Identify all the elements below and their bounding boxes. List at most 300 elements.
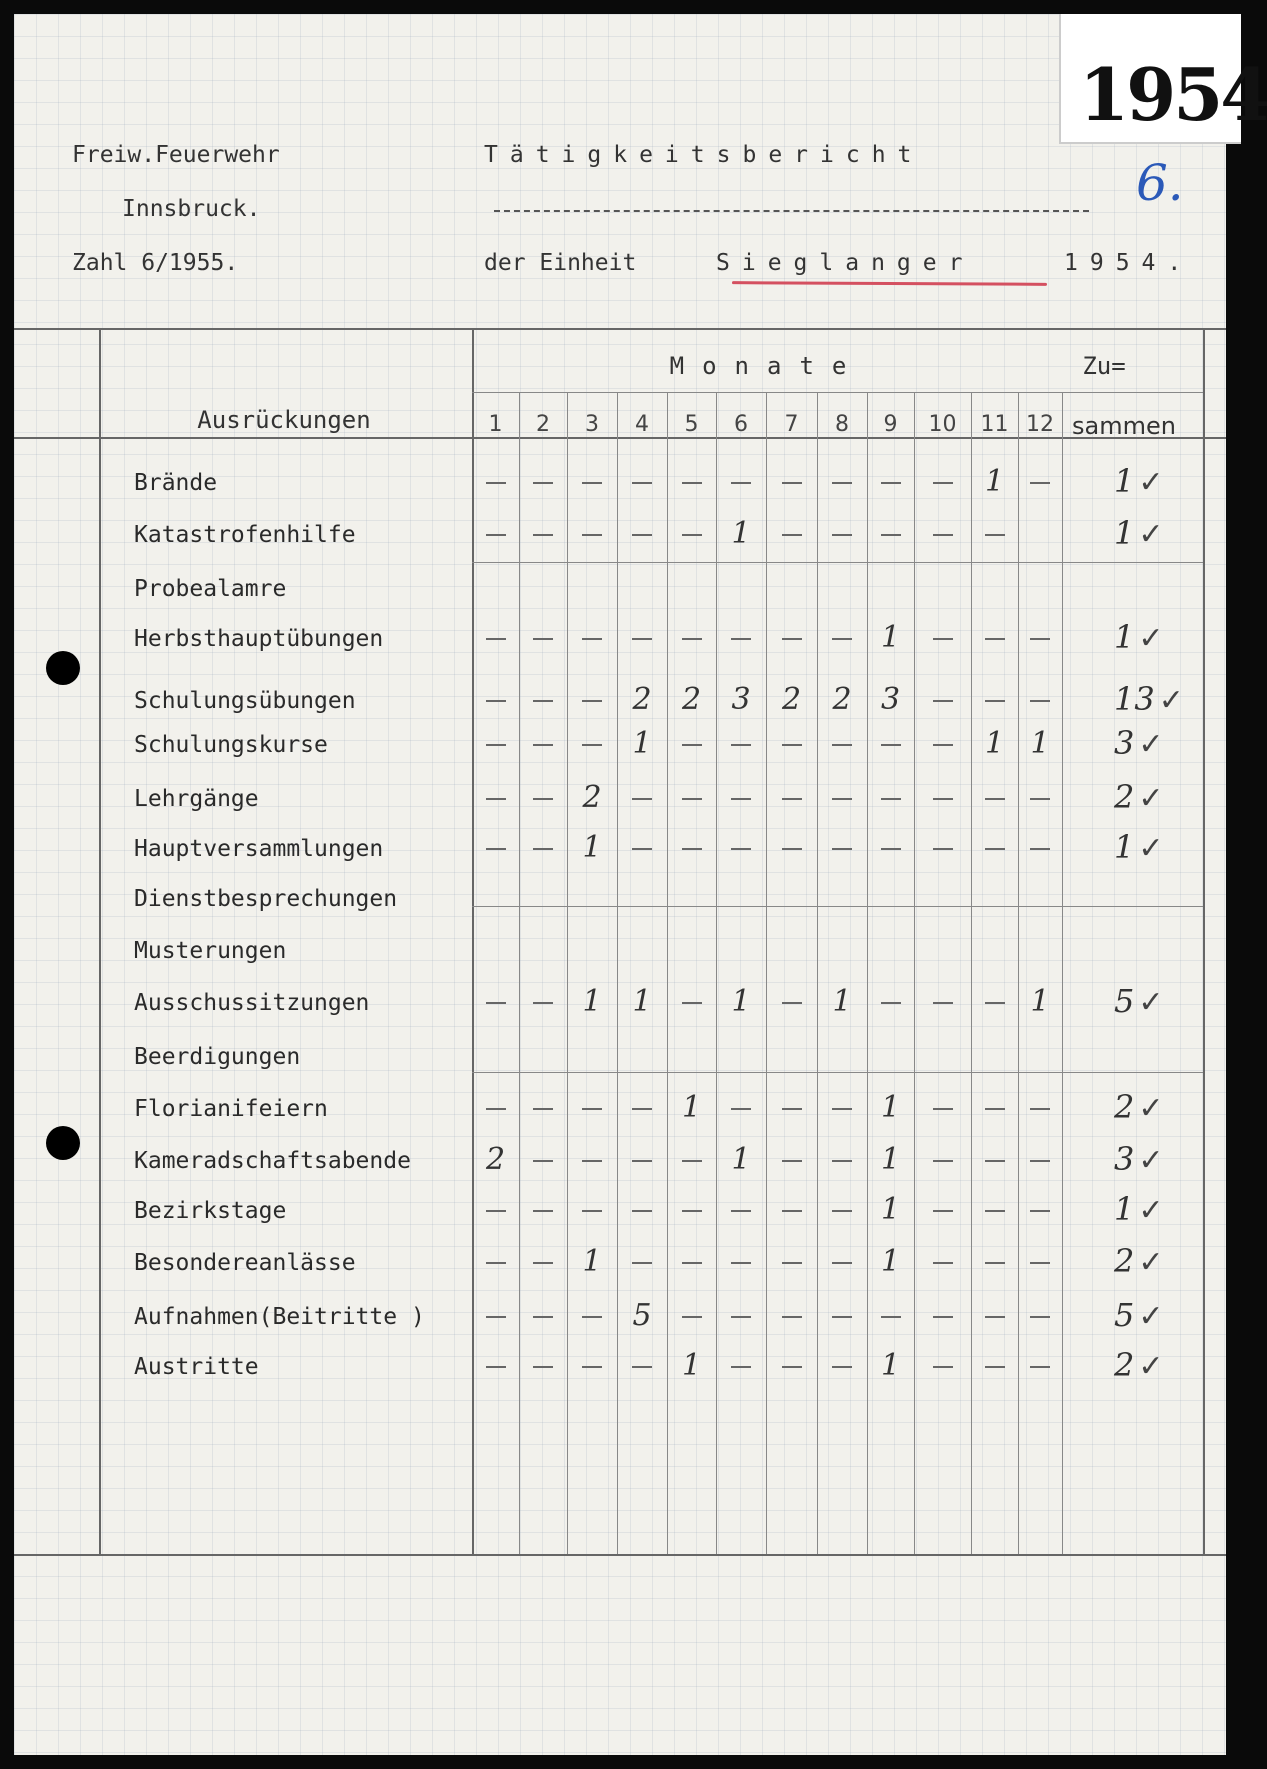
month-cell bbox=[474, 620, 518, 655]
month-cell bbox=[921, 1142, 965, 1177]
month-cell bbox=[820, 1298, 864, 1333]
month-cell bbox=[820, 1348, 864, 1383]
empty-dash bbox=[985, 534, 1005, 536]
empty-dash bbox=[933, 534, 953, 536]
empty-dash bbox=[832, 534, 852, 536]
empty-dash bbox=[881, 1002, 901, 1004]
empty-dash bbox=[782, 848, 802, 850]
month-cell bbox=[1018, 780, 1062, 815]
row-total-value: 1 bbox=[1114, 618, 1135, 656]
empty-dash bbox=[832, 482, 852, 484]
empty-dash bbox=[933, 1108, 953, 1110]
month-cell bbox=[1018, 1192, 1062, 1227]
row-total bbox=[1114, 982, 1164, 1020]
empty-dash bbox=[582, 700, 602, 702]
month-cell bbox=[521, 726, 565, 761]
month-cell bbox=[973, 1298, 1017, 1333]
empty-dash bbox=[782, 1366, 802, 1368]
month-cell bbox=[1018, 1348, 1062, 1383]
month-cell: 5 bbox=[632, 1298, 652, 1333]
month-cell bbox=[620, 1244, 664, 1279]
punch-hole-bottom bbox=[46, 1126, 80, 1160]
empty-dash bbox=[533, 1366, 553, 1368]
month-cell bbox=[921, 620, 965, 655]
column-rule bbox=[971, 392, 972, 1554]
month-cell bbox=[670, 780, 714, 815]
empty-dash bbox=[881, 798, 901, 800]
month-cell bbox=[770, 1298, 814, 1333]
month-cell bbox=[820, 830, 864, 865]
row-label: Herbsthauptübungen bbox=[134, 626, 384, 652]
empty-dash bbox=[881, 534, 901, 536]
month-header-11: 11 bbox=[980, 412, 1009, 437]
empty-dash bbox=[1030, 1160, 1050, 1162]
file-number: Zahl 6/1955. bbox=[72, 250, 239, 276]
checkmark-icon: ✓ bbox=[1138, 517, 1164, 552]
year-stamp bbox=[1059, 14, 1267, 144]
month-cell bbox=[474, 682, 518, 717]
empty-dash bbox=[933, 798, 953, 800]
month-cell: 2 bbox=[582, 780, 602, 815]
row-total-value: 1 bbox=[1114, 514, 1135, 552]
month-cell bbox=[521, 682, 565, 717]
month-cell bbox=[820, 1192, 864, 1227]
month-cell bbox=[474, 1090, 518, 1125]
month-cell: 2 bbox=[681, 682, 702, 717]
empty-dash bbox=[1030, 1262, 1050, 1264]
month-cell bbox=[474, 780, 518, 815]
empty-dash bbox=[486, 1316, 506, 1318]
empty-dash bbox=[1030, 1108, 1050, 1110]
row-label: Schulungskurse bbox=[134, 732, 328, 758]
month-cell bbox=[474, 516, 518, 551]
empty-dash bbox=[533, 1108, 553, 1110]
empty-dash bbox=[533, 534, 553, 536]
empty-dash bbox=[985, 798, 1005, 800]
month-cell bbox=[474, 1298, 518, 1333]
month-cell: 3 bbox=[880, 682, 901, 717]
month-cell bbox=[570, 726, 614, 761]
month-cell bbox=[670, 464, 714, 499]
month-cell bbox=[570, 516, 614, 551]
empty-dash bbox=[582, 1160, 602, 1162]
month-cell: 2 bbox=[632, 682, 652, 717]
column-rule bbox=[716, 392, 717, 1554]
row-total bbox=[1114, 828, 1164, 866]
empty-dash bbox=[881, 482, 901, 484]
month-cell: 1 bbox=[880, 1142, 901, 1177]
month-cell: 1 bbox=[681, 1090, 702, 1125]
empty-dash bbox=[682, 638, 702, 640]
month-cell bbox=[570, 1298, 614, 1333]
row-label: Beerdigungen bbox=[134, 1044, 301, 1070]
month-cell bbox=[921, 1298, 965, 1333]
month-cell bbox=[770, 830, 814, 865]
month-cell: 1 bbox=[731, 516, 751, 551]
month-cell bbox=[620, 780, 664, 815]
empty-dash bbox=[731, 482, 751, 484]
empty-dash bbox=[832, 1108, 852, 1110]
empty-dash bbox=[582, 1316, 602, 1318]
month-cell bbox=[570, 1142, 614, 1177]
month-cell bbox=[770, 780, 814, 815]
empty-dash bbox=[533, 744, 553, 746]
month-cell: 1 bbox=[1030, 984, 1050, 1019]
empty-dash bbox=[933, 848, 953, 850]
empty-dash bbox=[582, 1366, 602, 1368]
month-header-10: 10 bbox=[928, 412, 957, 437]
empty-dash bbox=[682, 1160, 702, 1162]
month-cell bbox=[770, 1192, 814, 1227]
empty-dash bbox=[486, 700, 506, 702]
checkmark-icon: ✓ bbox=[1138, 985, 1164, 1020]
empty-dash bbox=[682, 848, 702, 850]
row-total-value: 1 bbox=[1114, 1190, 1135, 1228]
month-cell bbox=[570, 1348, 614, 1383]
month-cell: 1 bbox=[632, 726, 652, 761]
column-rule bbox=[519, 392, 520, 1554]
month-cell bbox=[973, 1142, 1017, 1177]
month-header-7: 7 bbox=[784, 412, 799, 437]
month-cell bbox=[869, 780, 913, 815]
month-cell bbox=[820, 620, 864, 655]
month-cell bbox=[1018, 830, 1062, 865]
month-cell bbox=[620, 620, 664, 655]
checkmark-icon: ✓ bbox=[1138, 1245, 1164, 1280]
month-cell bbox=[921, 464, 965, 499]
row-separator bbox=[472, 562, 1203, 563]
month-header-9: 9 bbox=[883, 412, 898, 437]
row-label: Brände bbox=[134, 470, 218, 496]
empty-dash bbox=[782, 482, 802, 484]
empty-dash bbox=[632, 1108, 652, 1110]
column-rule bbox=[617, 392, 618, 1554]
empty-dash bbox=[933, 1366, 953, 1368]
month-cell bbox=[521, 830, 565, 865]
document-page bbox=[14, 14, 1267, 1755]
empty-dash bbox=[533, 482, 553, 484]
month-cell: 3 bbox=[731, 682, 751, 717]
row-total bbox=[1114, 724, 1164, 762]
empty-dash bbox=[682, 482, 702, 484]
month-cell: 1 bbox=[731, 1142, 751, 1177]
month-cell bbox=[719, 1298, 763, 1333]
column-rule bbox=[867, 392, 868, 1554]
month-cell bbox=[921, 1348, 965, 1383]
empty-dash bbox=[832, 1316, 852, 1318]
month-cell: 2 bbox=[781, 682, 802, 717]
empty-dash bbox=[1030, 848, 1050, 850]
month-cell: 1 bbox=[582, 1244, 602, 1279]
empty-dash bbox=[985, 1002, 1005, 1004]
empty-dash bbox=[632, 798, 652, 800]
month-header-3: 3 bbox=[585, 412, 599, 437]
empty-dash bbox=[486, 1262, 506, 1264]
month-cell bbox=[719, 780, 763, 815]
checkmark-icon: ✓ bbox=[1138, 781, 1164, 816]
empty-dash bbox=[782, 638, 802, 640]
month-cell bbox=[521, 1348, 565, 1383]
empty-dash bbox=[731, 1316, 751, 1318]
empty-dash bbox=[731, 798, 751, 800]
empty-dash bbox=[985, 1108, 1005, 1110]
empty-dash bbox=[881, 1316, 901, 1318]
month-cell: 1 bbox=[880, 1192, 901, 1227]
month-cell bbox=[474, 984, 518, 1019]
empty-dash bbox=[782, 534, 802, 536]
checkmark-icon: ✓ bbox=[1138, 831, 1164, 866]
month-cell bbox=[521, 516, 565, 551]
empty-dash bbox=[782, 744, 802, 746]
month-cell bbox=[820, 516, 864, 551]
handwritten-number: 6. bbox=[1136, 154, 1184, 212]
row-total-value: 3 bbox=[1114, 724, 1135, 762]
row-total bbox=[1114, 514, 1164, 552]
month-cell bbox=[820, 1142, 864, 1177]
month-cell bbox=[474, 1348, 518, 1383]
empty-dash bbox=[933, 1262, 953, 1264]
empty-dash bbox=[1030, 1210, 1050, 1212]
month-cell bbox=[921, 984, 965, 1019]
row-total bbox=[1114, 618, 1164, 656]
month-cell bbox=[973, 780, 1017, 815]
empty-dash bbox=[731, 848, 751, 850]
empty-dash bbox=[533, 1316, 553, 1318]
empty-dash bbox=[486, 1210, 506, 1212]
checkmark-icon: ✓ bbox=[1138, 1091, 1164, 1126]
month-cell: 1 bbox=[984, 726, 1005, 761]
empty-dash bbox=[731, 744, 751, 746]
month-cell bbox=[921, 1090, 965, 1125]
row-label: Austritte bbox=[134, 1354, 259, 1380]
row-total bbox=[1114, 680, 1184, 718]
month-header-8: 8 bbox=[835, 412, 849, 437]
month-cell bbox=[770, 516, 814, 551]
month-cell bbox=[670, 984, 714, 1019]
month-cell bbox=[1018, 464, 1062, 499]
month-cell bbox=[820, 464, 864, 499]
month-cell: 1 bbox=[582, 830, 602, 865]
empty-dash bbox=[933, 1316, 953, 1318]
empty-dash bbox=[682, 534, 702, 536]
empty-dash bbox=[832, 848, 852, 850]
month-header-12: 12 bbox=[1026, 412, 1054, 437]
month-cell bbox=[770, 726, 814, 761]
month-cell bbox=[620, 1090, 664, 1125]
month-cell bbox=[521, 1090, 565, 1125]
month-cell bbox=[869, 726, 913, 761]
row-header: Ausrückungen bbox=[197, 406, 371, 434]
empty-dash bbox=[682, 1210, 702, 1212]
empty-dash bbox=[533, 1210, 553, 1212]
empty-dash bbox=[985, 1316, 1005, 1318]
empty-dash bbox=[533, 638, 553, 640]
month-cell bbox=[869, 830, 913, 865]
month-cell bbox=[973, 1348, 1017, 1383]
month-cell bbox=[719, 726, 763, 761]
month-cell bbox=[521, 780, 565, 815]
month-cell bbox=[921, 682, 965, 717]
month-cell bbox=[770, 1348, 814, 1383]
month-cell: 1 bbox=[1030, 726, 1050, 761]
row-separator bbox=[472, 1072, 1203, 1073]
empty-dash bbox=[582, 482, 602, 484]
month-cell bbox=[474, 1244, 518, 1279]
column-rule bbox=[667, 392, 668, 1554]
month-cell bbox=[521, 1298, 565, 1333]
column-rule bbox=[1018, 392, 1019, 1554]
empty-dash bbox=[832, 1262, 852, 1264]
month-cell bbox=[770, 1090, 814, 1125]
row-label: Schulungsübungen bbox=[134, 688, 356, 714]
empty-dash bbox=[933, 1002, 953, 1004]
empty-dash bbox=[533, 700, 553, 702]
month-cell bbox=[719, 620, 763, 655]
empty-dash bbox=[533, 848, 553, 850]
total-label-2: sammen bbox=[1072, 412, 1176, 440]
report-title: Tätigkeitsbericht bbox=[484, 142, 924, 168]
row-label: Hauptversammlungen bbox=[134, 836, 384, 862]
month-cell bbox=[921, 780, 965, 815]
month-cell bbox=[770, 620, 814, 655]
empty-dash bbox=[582, 744, 602, 746]
empty-dash bbox=[1030, 1316, 1050, 1318]
empty-dash bbox=[682, 1262, 702, 1264]
month-cell bbox=[1018, 620, 1062, 655]
row-separator bbox=[472, 906, 1203, 907]
empty-dash bbox=[486, 482, 506, 484]
empty-dash bbox=[632, 534, 652, 536]
month-cell: 1 bbox=[582, 984, 602, 1019]
empty-dash bbox=[933, 744, 953, 746]
month-cell bbox=[570, 1090, 614, 1125]
row-label: Probealamre bbox=[134, 576, 287, 602]
empty-dash bbox=[985, 638, 1005, 640]
month-cell bbox=[670, 1298, 714, 1333]
row-label: Bezirkstage bbox=[134, 1198, 287, 1224]
empty-dash bbox=[632, 848, 652, 850]
empty-dash bbox=[731, 638, 751, 640]
month-header-1: 1 bbox=[488, 412, 503, 437]
empty-dash bbox=[533, 1160, 553, 1162]
title-underline bbox=[494, 210, 1089, 212]
month-cell bbox=[474, 830, 518, 865]
empty-dash bbox=[985, 1366, 1005, 1368]
month-cell bbox=[973, 1192, 1017, 1227]
empty-dash bbox=[782, 1160, 802, 1162]
empty-dash bbox=[782, 1210, 802, 1212]
empty-dash bbox=[985, 700, 1005, 702]
month-cell bbox=[719, 464, 763, 499]
empty-dash bbox=[486, 1366, 506, 1368]
empty-dash bbox=[782, 1108, 802, 1110]
empty-dash bbox=[632, 1210, 652, 1212]
stamp-year: 1954 bbox=[1079, 52, 1267, 137]
row-total-value: 2 bbox=[1114, 778, 1135, 816]
empty-dash bbox=[933, 1160, 953, 1162]
row-label: Musterungen bbox=[134, 938, 287, 964]
empty-dash bbox=[731, 1366, 751, 1368]
empty-dash bbox=[582, 534, 602, 536]
empty-dash bbox=[486, 1002, 506, 1004]
empty-dash bbox=[533, 798, 553, 800]
empty-dash bbox=[486, 848, 506, 850]
checkmark-icon: ✓ bbox=[1138, 1349, 1164, 1384]
row-total bbox=[1114, 1346, 1164, 1384]
empty-dash bbox=[832, 744, 852, 746]
column-rule bbox=[817, 392, 818, 1554]
empty-dash bbox=[486, 744, 506, 746]
column-rule bbox=[567, 392, 568, 1554]
month-cell bbox=[670, 1142, 714, 1177]
month-cell bbox=[521, 1244, 565, 1279]
month-cell bbox=[973, 830, 1017, 865]
empty-dash bbox=[933, 1210, 953, 1212]
month-cell: 1 bbox=[731, 984, 751, 1019]
month-cell bbox=[921, 516, 965, 551]
month-cell bbox=[973, 620, 1017, 655]
month-cell: 1 bbox=[984, 464, 1005, 499]
month-cell bbox=[521, 1192, 565, 1227]
month-cell: 1 bbox=[880, 1348, 901, 1383]
column-rule bbox=[766, 392, 767, 1554]
month-cell bbox=[719, 1244, 763, 1279]
month-cell bbox=[719, 1192, 763, 1227]
month-cell: 1 bbox=[880, 1090, 901, 1125]
row-label: Kameradschaftsabende bbox=[134, 1148, 411, 1174]
empty-dash bbox=[731, 1262, 751, 1264]
month-cell: 1 bbox=[880, 620, 901, 655]
month-cell bbox=[570, 682, 614, 717]
subtitle-prefix: der Einheit bbox=[484, 250, 637, 276]
org-line-2: Innsbruck. bbox=[122, 196, 261, 222]
empty-dash bbox=[582, 1210, 602, 1212]
month-cell bbox=[869, 1298, 913, 1333]
months-label: Monate bbox=[669, 352, 865, 380]
month-cell bbox=[570, 464, 614, 499]
empty-dash bbox=[1030, 482, 1050, 484]
row-total-value: 5 bbox=[1114, 1296, 1135, 1334]
row-label: Besondereanlässe bbox=[134, 1250, 356, 1276]
row-total bbox=[1114, 778, 1164, 816]
month-cell bbox=[620, 1348, 664, 1383]
empty-dash bbox=[731, 1108, 751, 1110]
empty-dash bbox=[782, 1002, 802, 1004]
month-cell bbox=[521, 464, 565, 499]
month-cell bbox=[1018, 682, 1062, 717]
month-cell bbox=[670, 1192, 714, 1227]
month-cell bbox=[820, 780, 864, 815]
month-cell bbox=[820, 1244, 864, 1279]
month-cell bbox=[620, 1142, 664, 1177]
month-cell bbox=[770, 1142, 814, 1177]
month-header-2: 2 bbox=[536, 412, 550, 437]
month-header-6: 6 bbox=[734, 412, 748, 437]
row-total bbox=[1114, 1088, 1164, 1126]
month-cell bbox=[719, 1090, 763, 1125]
month-cell bbox=[1018, 1298, 1062, 1333]
month-cell bbox=[474, 1192, 518, 1227]
month-cell bbox=[869, 984, 913, 1019]
month-cell bbox=[670, 830, 714, 865]
row-total bbox=[1114, 462, 1164, 500]
row-total bbox=[1114, 1296, 1164, 1334]
empty-dash bbox=[985, 1262, 1005, 1264]
empty-dash bbox=[582, 638, 602, 640]
row-total-value: 1 bbox=[1114, 462, 1135, 500]
empty-dash bbox=[682, 798, 702, 800]
month-cell bbox=[570, 620, 614, 655]
